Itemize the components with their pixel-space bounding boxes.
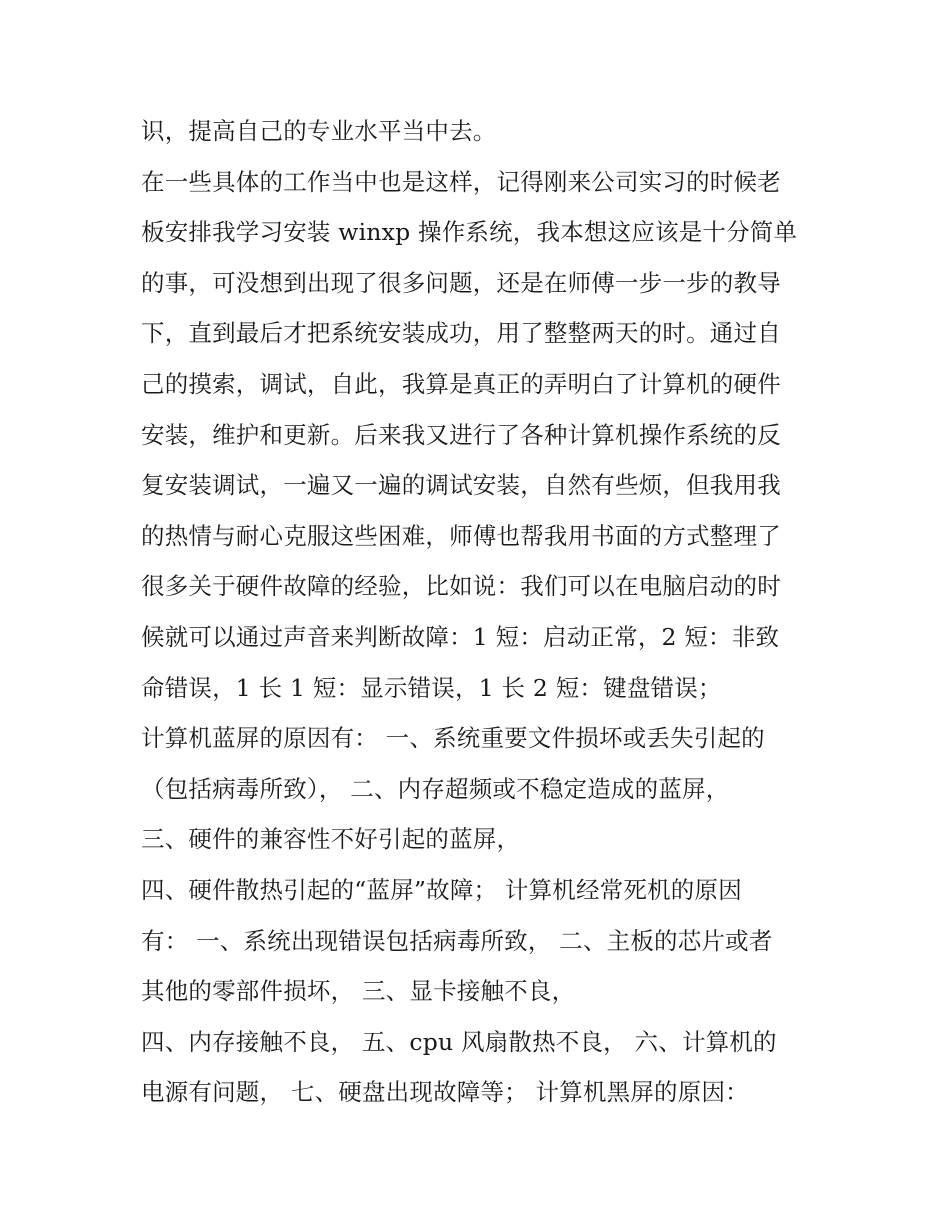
text-line: 四、内存接触不良， 五、cpu 风扇散热不良， 六、计算机的 [141, 1027, 777, 1056]
text-line: 的热情与耐心克服这些困难，师傅也帮我用书面的方式整理了 [141, 521, 781, 550]
text-line: 己的摸索，调试，自此，我算是真正的弄明白了计算机的硬件 [141, 369, 781, 398]
text-line: 板安排我学习安装 winxp 操作系统，我本想这应该是十分简单 [141, 218, 798, 247]
text-line: 命错误，1 长 1 短：显示错误，1 长 2 短：键盘错误； [141, 673, 722, 702]
text-line: 有： 一、系统出现错误包括病毒所致， 二、主板的芯片或者 [141, 926, 773, 955]
text-line: 四、硬件散热引起的“蓝屏”故障； 计算机经常死机的原因 [141, 875, 742, 904]
body-text [141, 106, 821, 1118]
text-line: 识，提高自己的专业水平当中去。 [141, 117, 497, 145]
text-line: 的事，可没想到出现了很多问题，还是在师傅一步一步的教导 [141, 268, 781, 297]
text-line: 候就可以通过声音来判断故障：1 短：启动正常，2 短：非致 [141, 622, 780, 651]
text-line: （包括病毒所致）， 二、内存超频或不稳定造成的蓝屏， [141, 774, 730, 803]
text-line: 三、硬件的兼容性不好引起的蓝屏， [141, 825, 521, 854]
text-line: 电源有问题， 七、硬盘出现故障等； 计算机黑屏的原因： [141, 1078, 749, 1107]
text-line: 很多关于硬件故障的经验，比如说：我们可以在电脑启动的时 [141, 572, 781, 601]
text-line: 安装，维护和更新。后来我又进行了各种计算机操作系统的反 [141, 420, 781, 449]
text-line: 其他的零部件损坏， 三、显卡接触不良， [141, 977, 576, 1006]
text-line: 计算机蓝屏的原因有： 一、系统重要文件损坏或丢失引起的 [141, 724, 765, 753]
text-line: 复安装调试，一遍又一遍的调试安装，自然有些烦，但我用我 [141, 471, 781, 500]
text-line: 下，直到最后才把系统安装成功，用了整整两天的时。通过自 [141, 319, 781, 348]
text-line: 在一些具体的工作当中也是这样，记得刚来公司实习的时候老 [141, 167, 781, 196]
